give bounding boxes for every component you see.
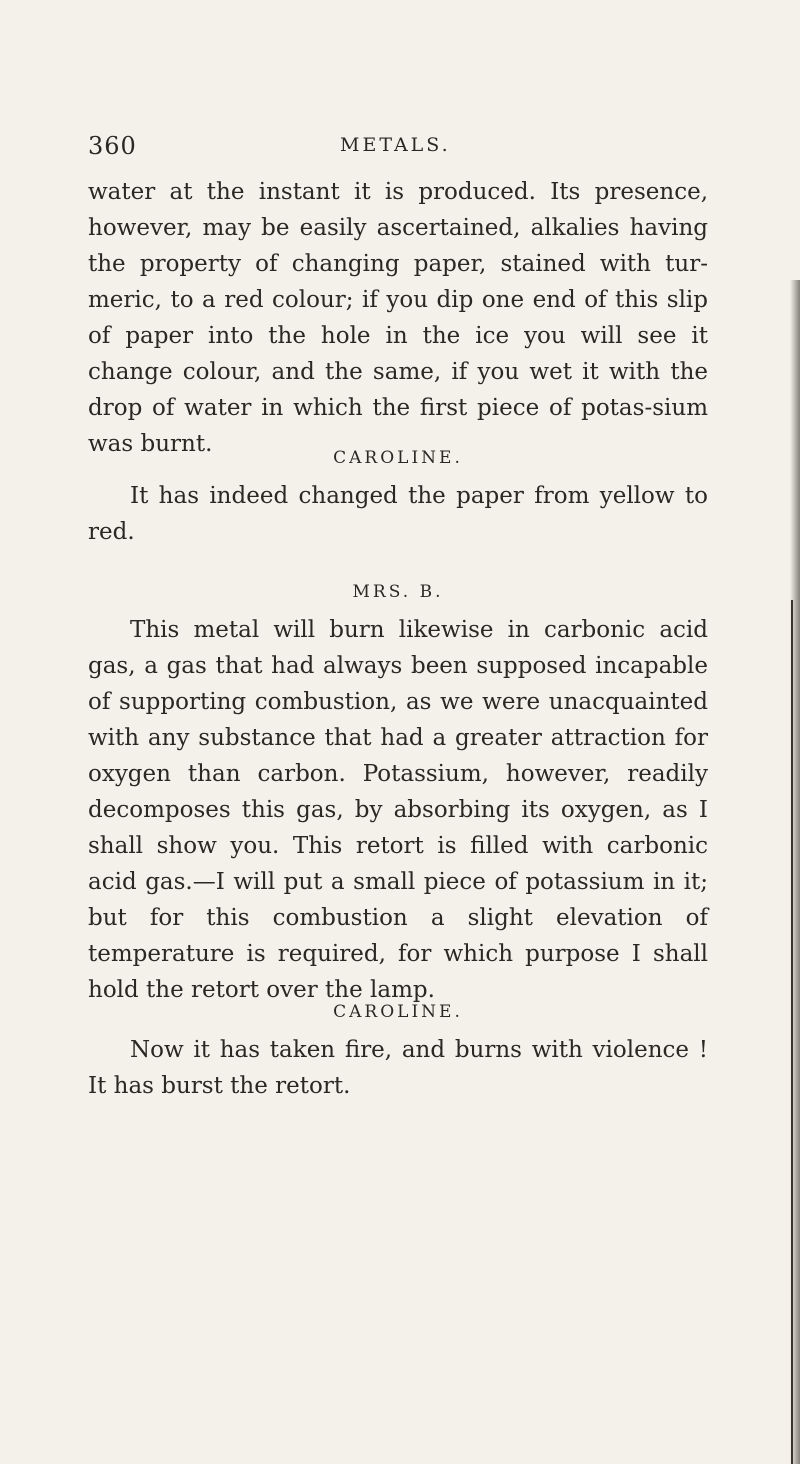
speaker-label-caroline: CAROLINE. [333,448,463,468]
paragraph-caroline-reply: It has indeed changed the paper from yellow to red. [88,483,708,545]
paragraph-continued: water at the instant it is produced. Its presence, however, may be easily ascertained, alkalies having the property of changing paper, stained with tur-meric, to a red colour; if you dip one end of this slip of paper into the hole in the ice you will see it change colour, and the same, if you wet it with the drop of water in which the first piece of potas-sium was burnt. [88,179,708,457]
page-number: 360 [88,132,137,160]
speaker-label-caroline-2: CAROLINE. [333,1002,463,1022]
paragraph-mrs-b: This metal will burn likewise in carbonic acid gas, a gas that had always been supposed incapable of supporting combustion, as we were unacquainted with any substance that had a greater attraction for oxygen than carbon. Potassium, however, readily decomposes this gas, by absorbing its oxygen, as I shall show you. This retort is filled with carbonic acid gas.—I will put a small piece of potassium in it; but for this combustion a slight elevation of temperature is required, for which purpose I shall hold the retort over the lamp. [88,617,708,1003]
running-head [88,132,688,162]
page-edge-line [791,600,793,1464]
speaker-label-mrs-b: MRS. B. [352,582,444,602]
paragraph-caroline-exclaim: Now it has taken fire, and burns with violence ! It has burst the retort. [88,1037,708,1099]
running-title: METALS. [340,134,451,156]
